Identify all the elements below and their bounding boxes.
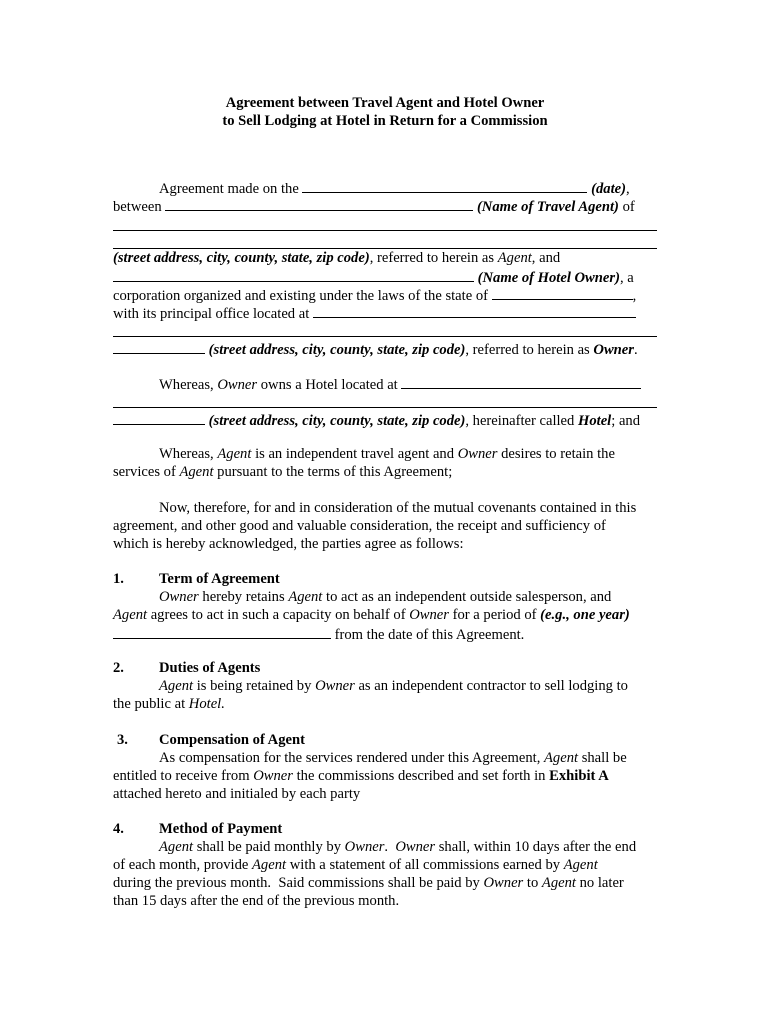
parties-line-2 <box>113 197 635 217</box>
hotel-location-blank[interactable] <box>401 375 641 389</box>
travel-agent-name-blank[interactable] <box>165 197 473 211</box>
now-therefore-line-2: agreement, and other good and valuable consideration, the receipt and sufficiency of <box>113 518 606 534</box>
and-text: , and <box>531 250 561 266</box>
whereas-2-line-1 <box>159 446 615 464</box>
section-1-text: for a period of <box>452 607 537 623</box>
section-2-text: the public at <box>113 696 186 712</box>
agent-term: Agent <box>541 875 576 891</box>
section-2-text: as an independent contractor to sell lodging to <box>358 678 628 694</box>
section-4-line-4: than 15 days after the end of the previous month. <box>113 893 400 909</box>
section-3-line-3: attached hereto and initialed by each party <box>113 786 361 802</box>
owner-term: Owner <box>483 875 524 891</box>
section-1-line-1 <box>159 589 611 607</box>
section-2-heading <box>113 660 260 678</box>
section-4-line-3 <box>113 875 624 893</box>
section-4-text: of each month, provide <box>113 857 249 873</box>
owner-term: Owner <box>457 446 498 462</box>
document-title-line-1: Agreement between Travel Agent and Hotel Owner <box>225 95 545 111</box>
section-1-text: agrees to act in such a capacity on behalf of <box>150 607 406 623</box>
of-text: of <box>622 199 635 215</box>
hotel-owner-name-blank[interactable] <box>113 268 474 282</box>
agent-term: Agent <box>544 750 579 766</box>
section-2-line-1 <box>159 678 628 696</box>
whereas-2-text: services of <box>113 464 176 480</box>
whereas-1-line-1 <box>159 375 641 395</box>
parties-line-7 <box>113 286 636 306</box>
whereas-1-line-3 <box>113 411 640 431</box>
section-3-text: shall be <box>581 750 627 766</box>
whereas-2-text: is an independent travel agent and <box>255 446 455 462</box>
section-number: 4. <box>113 821 124 837</box>
section-title: Compensation of Agent <box>159 732 305 748</box>
owner-address-blank-2[interactable] <box>113 340 205 354</box>
section-4-text: shall, within 10 days after the end <box>438 839 637 855</box>
agent-term: Agent <box>563 857 598 873</box>
section-2-line-2 <box>113 696 225 714</box>
owner-term: Owner <box>253 768 293 784</box>
a-text: , a <box>619 270 634 286</box>
section-number: 3. <box>117 732 128 748</box>
hotel-term: Hotel <box>578 413 612 429</box>
section-3-heading <box>117 732 305 750</box>
owner-term: Owner <box>315 678 355 694</box>
date-label: (date) <box>591 181 626 197</box>
whereas-text: Whereas, <box>159 377 214 393</box>
parties-line-8 <box>113 304 636 324</box>
section-3-text: entitled to receive from <box>113 768 250 784</box>
agent-term: Agent <box>113 607 148 623</box>
state-blank[interactable] <box>492 286 633 300</box>
owner-term: Owner <box>593 342 634 358</box>
section-4-text: no later <box>579 875 624 891</box>
comma-text: , <box>625 181 630 197</box>
agent-term: Agent <box>159 839 194 855</box>
hotel-owner-name-label: (Name of Hotel Owner) <box>477 270 620 286</box>
now-therefore-line-3: which is hereby acknowledged, the parties agree as follows: <box>113 536 464 552</box>
section-3-line-2 <box>113 768 609 786</box>
section-3-text: As compensation for the services rendered under this Agreement, <box>159 750 541 766</box>
parties-line-10 <box>113 340 638 360</box>
hotel-address-blank[interactable] <box>113 407 657 408</box>
hereinafter-text: , hereinafter called <box>465 413 575 429</box>
owner-term: Owner <box>395 839 436 855</box>
section-2-text: is being retained by <box>196 678 312 694</box>
whereas-2-line-2 <box>113 464 452 482</box>
section-4-text: to <box>526 875 539 891</box>
between-text: between <box>113 199 162 215</box>
made-on-text: Agreement made on the <box>159 181 299 197</box>
owner-term: Owner <box>409 607 449 623</box>
section-title: Method of Payment <box>159 821 283 837</box>
agent-address-blank-1[interactable] <box>113 230 657 231</box>
section-3-line-1 <box>159 750 627 768</box>
principal-office-blank[interactable] <box>313 304 636 318</box>
document-title-line-2: to Sell Lodging at Hotel in Return for a Commission <box>222 113 548 129</box>
parties-line-5 <box>113 250 560 268</box>
section-1-line-2 <box>113 607 630 625</box>
section-3-text: the commissions described and set forth in <box>296 768 546 784</box>
agent-address-label: (street address, city, county, state, zip code) <box>113 250 370 266</box>
owns-hotel-text: owns a Hotel located at <box>260 377 398 393</box>
section-number: 2. <box>113 660 124 676</box>
owner-term: Owner <box>344 839 385 855</box>
section-4-text: with a statement of all commissions earned by <box>289 857 561 873</box>
agent-term: Agent <box>179 464 214 480</box>
section-1-text: hereby retains <box>202 589 285 605</box>
section-1-heading <box>113 571 280 589</box>
parties-line-6 <box>113 268 634 288</box>
hotel-term: Hotel. <box>188 696 225 712</box>
travel-agent-name-label: (Name of Travel Agent) <box>476 199 619 215</box>
date-blank[interactable] <box>302 179 587 193</box>
whereas-text: Whereas, <box>159 446 214 462</box>
hotel-address-label: (street address, city, county, state, zip code) <box>208 413 466 429</box>
section-title: Duties of Agents <box>159 660 261 676</box>
exhibit-a-reference: Exhibit A <box>549 768 609 784</box>
section-4-text: during the previous month. Said commissions shall be paid by <box>113 875 480 891</box>
agent-term: Agent <box>288 589 323 605</box>
section-1-text: to act as an independent outside salesperson, and <box>326 589 612 605</box>
owner-term: Owner <box>217 377 258 393</box>
corporation-text: corporation organized and existing under the laws of the state of <box>113 288 488 304</box>
agent-term: Agent <box>497 250 532 266</box>
hotel-address-blank-2[interactable] <box>113 411 205 425</box>
now-therefore-line-1: Now, therefore, for and in consideration of the mutual covenants contained in this <box>159 500 637 516</box>
owner-address-label: (street address, city, county, state, zip code) <box>208 342 466 358</box>
period-text: . <box>384 839 389 855</box>
section-1-text: from the date of this Agreement. <box>334 627 525 643</box>
whereas-2-text: pursuant to the terms of this Agreement; <box>217 464 453 480</box>
period-text: . <box>633 342 638 358</box>
section-4-heading <box>113 821 282 839</box>
section-4-text: shall be paid monthly by <box>196 839 342 855</box>
section-4-line-2 <box>113 857 598 875</box>
owner-term: Owner <box>159 589 199 605</box>
agent-address-blank-2[interactable] <box>113 248 657 249</box>
section-title: Term of Agreement <box>159 571 280 587</box>
term-example-label: (e.g., one year) <box>540 607 630 623</box>
referred-owner-text: , referred to herein as <box>465 342 590 358</box>
comma-text-2: , <box>632 288 637 304</box>
principal-office-text: with its principal office located at <box>113 306 310 322</box>
agent-term: Agent <box>217 446 252 462</box>
agent-term: Agent <box>159 678 194 694</box>
whereas-2-text: desires to retain the <box>501 446 615 462</box>
owner-address-blank[interactable] <box>113 336 657 337</box>
agent-term: Agent <box>252 857 287 873</box>
section-number: 1. <box>113 571 124 587</box>
term-period-blank[interactable] <box>113 625 331 639</box>
parties-line-1 <box>159 179 630 199</box>
and-text: ; and <box>611 413 641 429</box>
section-1-line-3 <box>113 625 524 645</box>
referred-agent-text: , referred to herein as <box>369 250 495 266</box>
section-4-line-1 <box>159 839 636 857</box>
